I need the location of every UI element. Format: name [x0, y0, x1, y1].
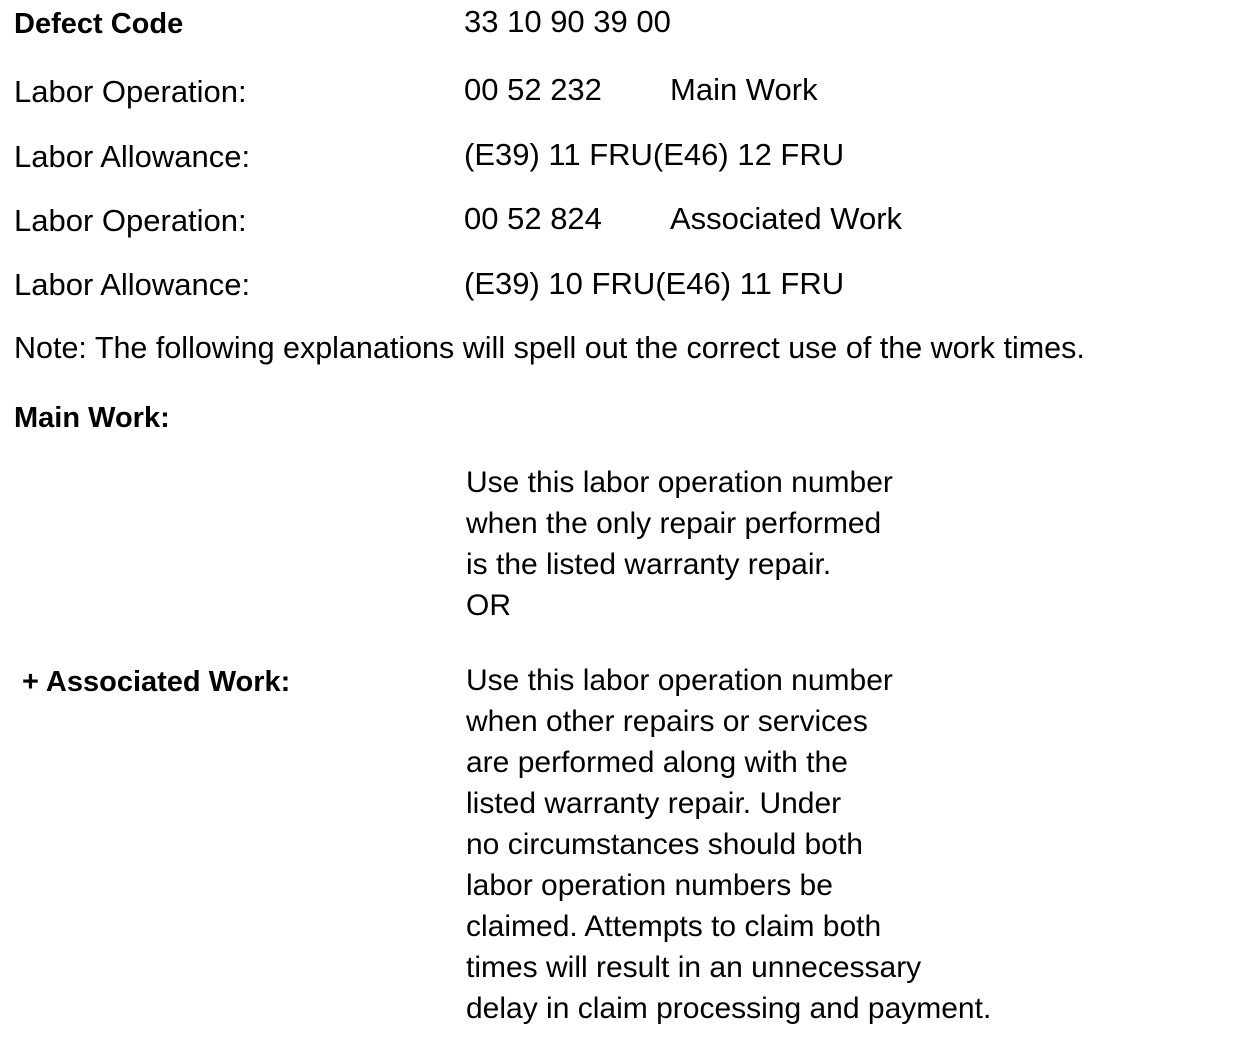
associated-work-heading: + Associated Work: [22, 666, 291, 698]
paragraph-line: when other repairs or services [466, 705, 868, 738]
labor-operation-number: 00 52 824 [464, 201, 602, 236]
defect-code-value: 33 10 90 39 00 [464, 4, 671, 39]
paragraph-line: OR [466, 589, 511, 622]
labor-allowance-value: (E39) 10 FRU(E46) 11 FRU [464, 266, 845, 301]
labor-allowance-label: Labor Allowance: [14, 267, 251, 302]
paragraph-line: are performed along with the [466, 746, 848, 779]
labor-operation-desc: Main Work [670, 72, 818, 107]
labor-operation-label: Labor Operation: [14, 203, 247, 238]
paragraph-line: listed warranty repair. Under [466, 787, 842, 820]
paragraph-line: delay in claim processing and payment. [466, 992, 992, 1025]
associated-work-description [466, 660, 991, 1029]
labor-allowance-value: (E39) 11 FRU(E46) 12 FRU [464, 137, 845, 172]
main-work-heading: Main Work: [14, 402, 170, 434]
paragraph-line: no circumstances should both [466, 828, 863, 861]
defect-code-label: Defect Code [14, 8, 184, 40]
labor-operation-number: 00 52 232 [464, 72, 602, 107]
paragraph-line: Use this labor operation number [466, 466, 893, 499]
labor-operation-desc: Associated Work [670, 201, 903, 236]
paragraph-line: Use this labor operation number [466, 664, 893, 697]
labor-allowance-label: Labor Allowance: [14, 139, 251, 174]
paragraph-line: times will result in an unnecessary [466, 951, 922, 984]
paragraph-line: when the only repair performed [466, 507, 882, 540]
main-work-description [466, 462, 893, 626]
paragraph-line: labor operation numbers be [466, 869, 833, 902]
paragraph-line: claimed. Attempts to claim both [466, 910, 882, 943]
labor-operation-label: Labor Operation: [14, 74, 247, 109]
paragraph-line: is the listed warranty repair. [466, 548, 832, 581]
note-text: Note: The following explanations will spell out the correct use of the work times. [14, 331, 1085, 365]
